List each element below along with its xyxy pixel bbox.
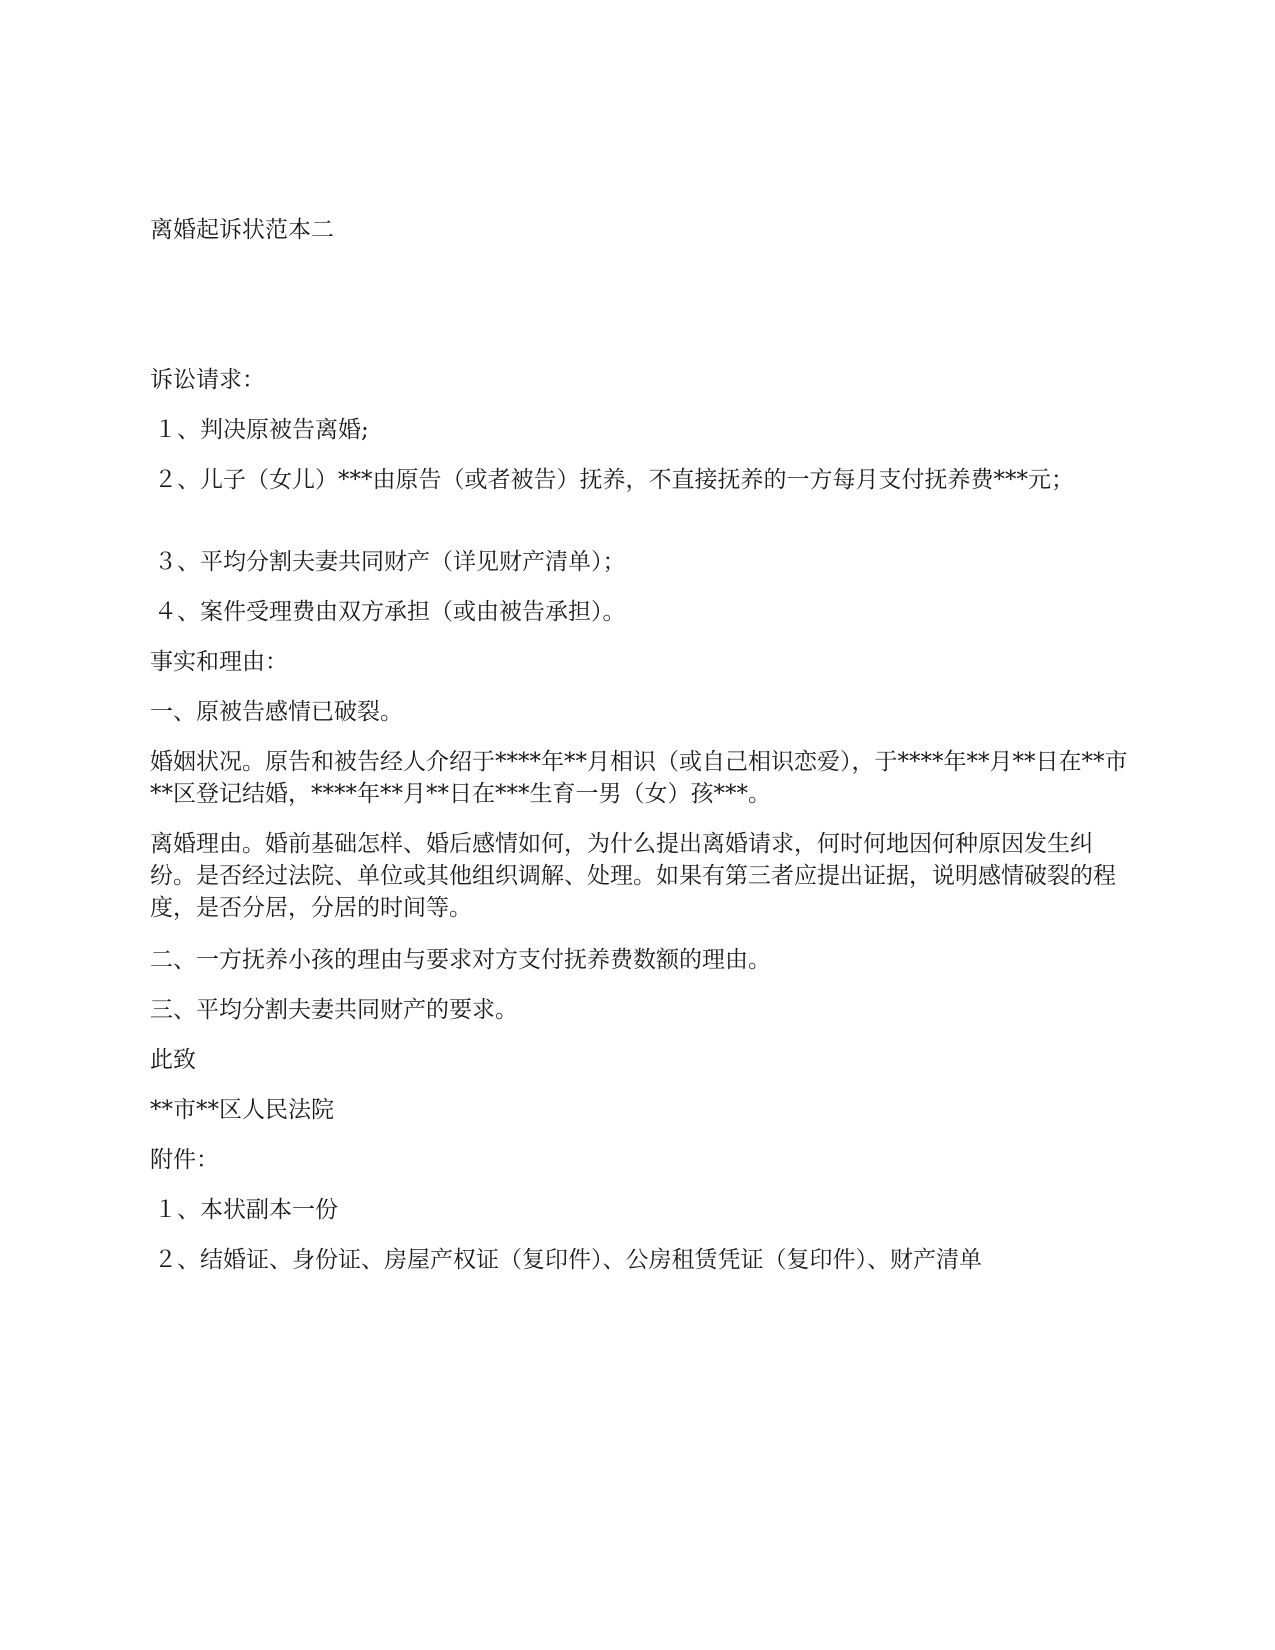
court-name: **市**区人民法院: [150, 1097, 334, 1123]
facts-paragraph-1: 一、原被告感情已破裂。: [150, 699, 403, 725]
claim-item-4: ４、案件受理费由双方承担（或由被告承担）。: [154, 599, 626, 625]
facts-heading: 事实和理由：: [150, 649, 288, 675]
claim-item-2: ２、儿子（女儿）***由原告（或者被告）抚养，不直接抚养的一方每月支付抚养费***元；: [154, 467, 1074, 493]
claims-heading: 诉讼请求：: [150, 367, 265, 393]
claim-item-3: ３、平均分割夫妻共同财产（详见财产清单）；: [154, 549, 626, 575]
attachments-heading: 附件：: [150, 1147, 219, 1173]
facts-paragraph-4: 二、一方抚养小孩的理由与要求对方支付抚养费数额的理由。: [150, 947, 771, 973]
attachment-item-2: ２、结婚证、身份证、房屋产权证（复印件）、公房租赁凭证（复印件）、财产清单: [154, 1247, 982, 1273]
facts-paragraph-2: 婚姻状况。原告和被告经人介绍于****年**月相识（或自己相识恋爱），于****年**月**日在**市**区登记结婚，****年**月**日在***生育一男（女）孩***。: [150, 749, 1128, 807]
attachment-item-1: １、本状副本一份: [154, 1197, 338, 1223]
facts-paragraph-3: 离婚理由。婚前基础怎样、婚后感情如何，为什么提出离婚请求，何时何地因何种原因发生纠纷。是否经过法院、单位或其他组织调解、处理。如果有第三者应提出证据，说明感情破裂的程度，是否分居，分居的时间等。: [150, 831, 1116, 921]
claim-item-1: １、判决原被告离婚;: [154, 417, 369, 443]
document-title: 离婚起诉状范本二: [150, 217, 334, 243]
facts-paragraph-5: 三、平均分割夫妻共同财产的要求。: [150, 997, 518, 1023]
closing-salutation: 此致: [150, 1047, 196, 1073]
